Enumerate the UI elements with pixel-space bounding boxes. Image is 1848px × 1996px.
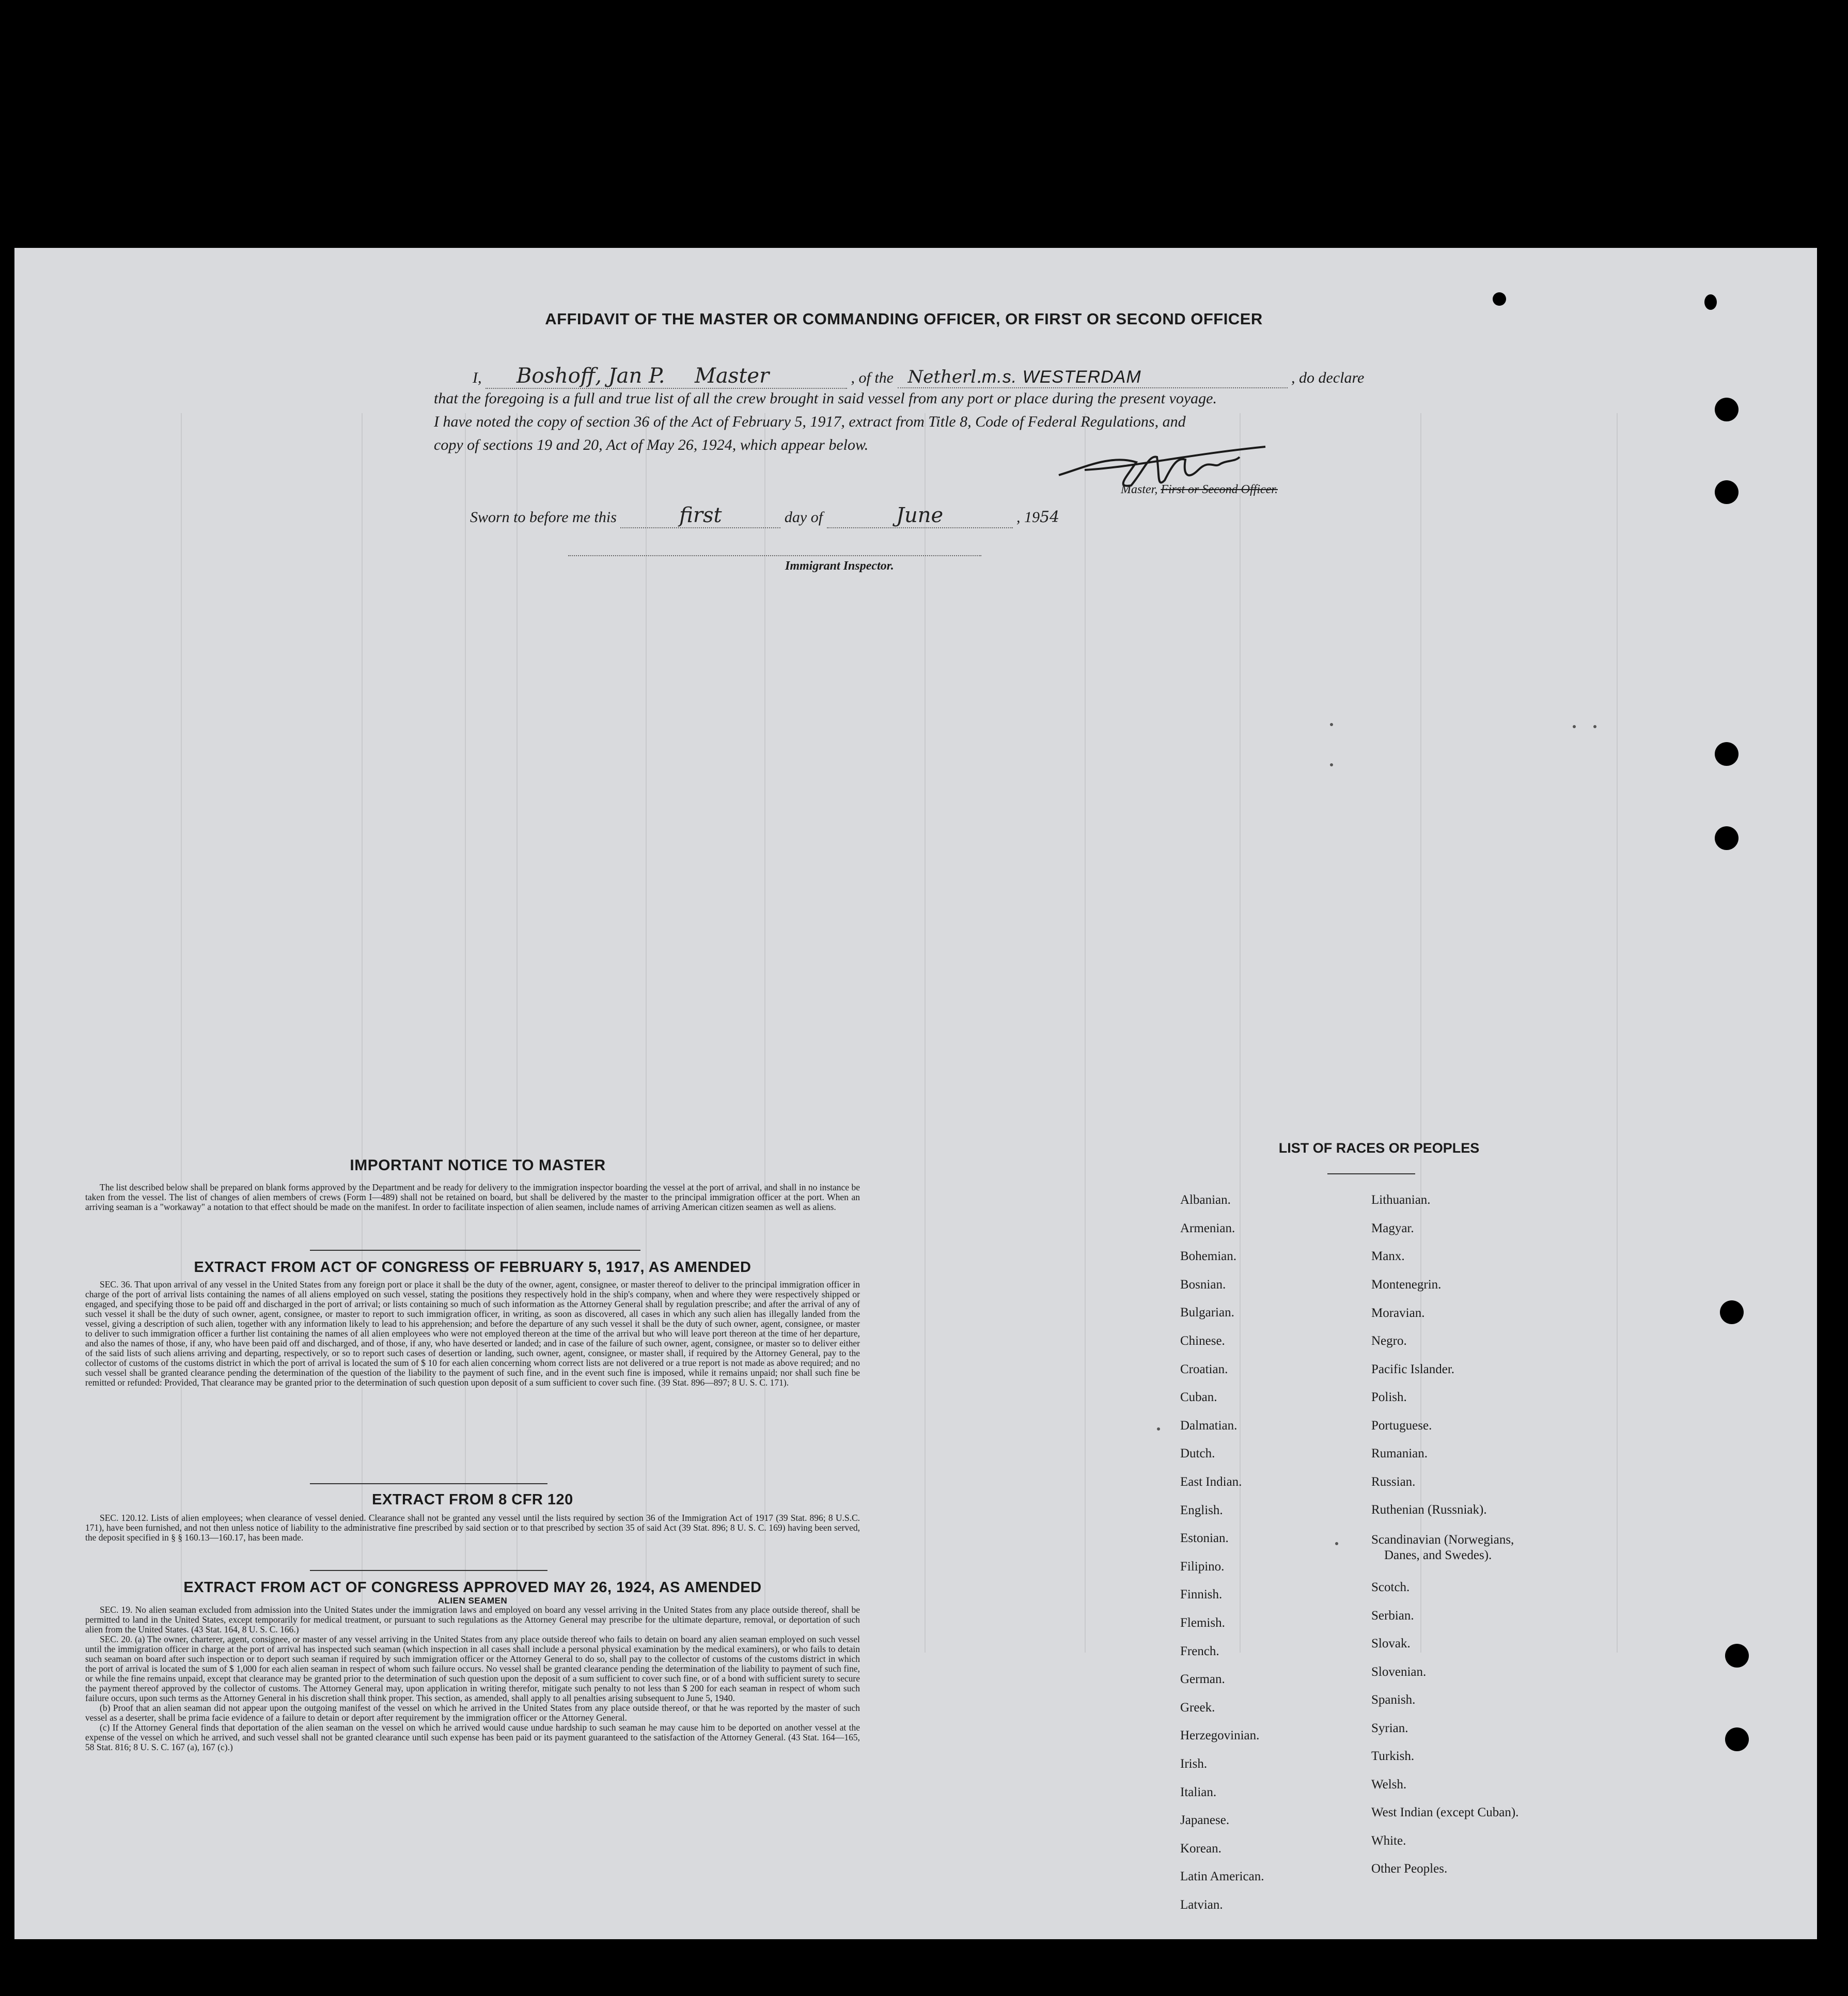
race-item: Rumanian.: [1371, 1447, 1428, 1460]
sworn-day-field: [620, 504, 780, 528]
race-item: Japanese.: [1180, 1813, 1230, 1828]
stray-mark: [1157, 1427, 1160, 1431]
inspector-caption: Immigrant Inspector.: [785, 559, 894, 573]
race-item: Latin American.: [1180, 1869, 1264, 1884]
divider: [310, 1250, 640, 1251]
declare-label: , do declare: [1291, 369, 1365, 386]
race-item: Syrian.: [1371, 1721, 1408, 1735]
master-rank: Master: [695, 364, 770, 388]
race-item: Filipino.: [1180, 1559, 1225, 1574]
race-item: Dalmatian.: [1180, 1418, 1238, 1433]
race-item: English.: [1180, 1503, 1223, 1517]
declaration-line-3: I have noted the copy of section 36 of the Act of February 5, 1917, extract from Title 8, Code of Federal Regulations, and: [434, 413, 1186, 430]
ink-spot: [1704, 294, 1717, 310]
race-item: Dutch.: [1180, 1447, 1215, 1461]
sworn-month: June: [896, 504, 944, 527]
extract-1917-title: EXTRACT FROM ACT OF CONGRESS OF FEBRUARY 5, 1917, AS AMENDED: [194, 1259, 751, 1276]
race-item: Other Peoples.: [1371, 1862, 1448, 1876]
column-rule: [1617, 413, 1618, 1653]
race-item: Korean.: [1180, 1841, 1221, 1856]
race-item: Estonian.: [1180, 1531, 1229, 1546]
sec-20c-text: (c) If the Attorney General finds that deportation of the alien seaman on the vessel on which he arrived would cause undue hardship to such seaman he may cause him to be deported on another vessel at the expense of the vessel on which he arrived, and such vessel shall not be granted clearance until such expense has been paid or its payment guaranteed to the satisfaction of the Attorney General. (43 Stat. 164—165, 58 Stat. 816; 8 U. S. C. 167 (a), 167 (c).): [85, 1722, 860, 1752]
race-item: Armenian.: [1180, 1221, 1235, 1235]
race-item: Manx.: [1371, 1249, 1405, 1263]
race-item: Italian.: [1180, 1785, 1217, 1799]
notice-body: [85, 1183, 860, 1212]
race-item: White.: [1371, 1834, 1406, 1848]
race-item: Russian.: [1371, 1475, 1416, 1489]
race-item: Scotch.: [1371, 1580, 1410, 1594]
sworn-line: [470, 504, 1059, 528]
punch-hole: [1720, 1300, 1744, 1324]
sec-120-text: SEC. 120.12. Lists of alien employees; when clearance of vessel denied. Clearance shall not be granted any vessel until the lists required by section 36 of the Immigration Act of 1917 (39 Stat. 896; 8 U.S.C. 171), have been furnished, and not then unless notice of liability to the administrative fine prescribed by said section or to that prescribed by section 35 of said Act (39 Stat. 896; 8 U. S. C. 169) having been served, the deposit specified in § § 160.13—160.17, has been made.: [85, 1513, 860, 1543]
sec-19-text: SEC. 19. No alien seaman excluded from admission into the United States under the immigration laws and employed on board any vessel arriving in the United States from any place outside thereof, shall be permitted to land in the United States, except temporarily for medical treatment, or pursuant to such regulations as the Attorney General may prescribe for the ultimate departure, removal, or deportation of such alien from the United States. (43 Stat. 164, 8 U. S. C. 166.): [85, 1605, 860, 1634]
column-rule: [925, 413, 926, 1653]
race-item: Finnish.: [1180, 1588, 1223, 1602]
race-item: Danes, and Swedes).: [1384, 1548, 1492, 1562]
race-item: Spanish.: [1371, 1693, 1416, 1707]
extract-1924-body: [85, 1605, 860, 1752]
column-rule: [764, 413, 765, 1653]
sworn-year: 54: [1040, 508, 1060, 526]
race-item: Albanian.: [1180, 1193, 1231, 1207]
race-item: Pacific Islander.: [1371, 1362, 1455, 1376]
races-title: LIST OF RACES OR PEOPLES: [1278, 1140, 1480, 1156]
race-item: Flemish.: [1180, 1616, 1225, 1630]
sec-20b-text: (b) Proof that an alien seaman did not appear upon the outgoing manifest of the vessel on which he arrived in the United States from any place outside thereof, or that he was reported by the master of such vessel as a deserter, shall be prima facie evidence of a failure to detain or deport after requirement by the immigration officer or the Attorney General.: [85, 1703, 860, 1723]
race-item: Polish.: [1371, 1390, 1407, 1404]
ink-spot: [1493, 292, 1506, 306]
of-the-label: , of the: [851, 369, 894, 386]
punch-hole: [1715, 398, 1739, 421]
race-item: Portuguese.: [1371, 1419, 1432, 1433]
race-item: Chinese.: [1180, 1334, 1225, 1348]
race-item: Bulgarian.: [1180, 1306, 1234, 1320]
race-item: West Indian (except Cuban).: [1371, 1805, 1519, 1819]
column-rule: [516, 413, 518, 1653]
master-name-field: [486, 364, 847, 389]
punch-hole: [1725, 1644, 1749, 1668]
race-item: Greek.: [1180, 1700, 1215, 1715]
column-rule: [646, 413, 647, 1653]
extract-cfr-title: EXTRACT FROM 8 CFR 120: [372, 1491, 573, 1508]
declaration-line-1: [473, 364, 1364, 389]
column-rule: [1420, 413, 1421, 1653]
day-of-label: day of: [784, 509, 823, 526]
column-rule: [181, 413, 182, 1653]
race-item: Scandinavian (Norwegians,: [1371, 1533, 1514, 1547]
master-caption: Master,: [1121, 483, 1158, 496]
race-item: Montenegrin.: [1371, 1278, 1442, 1292]
race-item: German.: [1180, 1672, 1225, 1687]
sworn-month-field: [827, 504, 1013, 528]
punch-hole: [1715, 480, 1739, 504]
race-item: Magyar.: [1371, 1221, 1414, 1235]
punch-hole: [1059, 155, 1077, 181]
extract-1917-body: [85, 1280, 860, 1388]
sworn-prefix: Sworn to before me this: [470, 509, 617, 526]
stray-mark: [1593, 725, 1596, 728]
punch-hole: [1715, 826, 1739, 850]
race-item: Serbian.: [1371, 1609, 1414, 1623]
race-item: French.: [1180, 1644, 1219, 1658]
notice-title: IMPORTANT NOTICE TO MASTER: [350, 1157, 606, 1174]
struck-officer-caption: First or Second Officer.: [1161, 483, 1278, 496]
race-item: Moravian.: [1371, 1306, 1425, 1320]
race-item: Negro.: [1371, 1334, 1407, 1348]
inspector-signature-line: [568, 555, 981, 556]
declaration-line-4: copy of sections 19 and 20, Act of May 26, 1924, which appear below.: [434, 436, 869, 453]
vessel-name: m.s. WESTERDAM: [982, 367, 1141, 387]
declaration-line-2: that the foregoing is a full and true list of all the crew brought in said vessel from any port or place during the present voyage.: [434, 390, 1217, 407]
race-item: Ruthenian (Russniak).: [1371, 1503, 1487, 1517]
race-item: Turkish.: [1371, 1749, 1415, 1763]
stray-mark: [1335, 1542, 1338, 1545]
column-rule: [1085, 413, 1086, 1653]
column-rule: [1240, 413, 1241, 1653]
race-item: Slovenian.: [1371, 1665, 1427, 1679]
race-item: Slovak.: [1371, 1637, 1411, 1651]
race-item: Irish.: [1180, 1757, 1208, 1771]
vessel-nationality: Netherl.: [907, 367, 982, 387]
race-item: Croatian.: [1180, 1362, 1228, 1376]
stray-mark: [1330, 763, 1333, 766]
sec-20a-text: SEC. 20. (a) The owner, charterer, agent, consignee, or master of any vessel arriving in the United States from any place outside thereof who fails to detain on board any alien seaman employed on such vessel until the immigration officer in charge at the port of arrival has inspected such seaman (which inspection in all cases shall include a personal physical examination by the medical examiners), or who fails to detain such seaman on board after such inspection or to deport such seaman if required by such immigration officer or the Attorney General to do so, shall pay to the collector of customs of the customs district in which the port of arrival is located the sum of $ 1,000 for each alien seaman in respect of whom such failure occurs. No vessel shall be granted clearance pending the determination of the liability to payment of such fine, or while the fine remains unpaid, except that clearance may be granted prior to the determination of such question upon the deposit of a sum sufficient to cover such fine, or of a bond with sufficient surety to secure the payment thereof approved by the collector of customs. The Attorney General may, upon application in writing therefor, mitigate such penalty to not less than $ 200 for each seaman in respect of whom such failure occurs, upon such terms as the Attorney General in his discretion shall think proper. This section, as amended, shall apply to all penalties arising subsequent to June 5, 1940.: [85, 1634, 860, 1703]
punch-hole: [1725, 1727, 1749, 1751]
punch-hole: [1715, 742, 1739, 766]
column-rule: [465, 413, 466, 1653]
race-item: Cuban.: [1180, 1390, 1217, 1405]
stray-mark: [1330, 723, 1333, 726]
race-item: East Indian.: [1180, 1475, 1242, 1489]
stray-mark: [1573, 725, 1576, 728]
signature-caption: [1121, 483, 1278, 497]
notice-text: The list described below shall be prepared on blank forms approved by the Department and be ready for delivery to the immigration inspector boarding the vessel at the port of arrival, and shall in no instance be taken from the vessel. The list of changes of alien members of crews (Form I—489) shall not be retained on board, but shall be delivered by the master to the principal immigration officer at the port. When an arriving seaman is a "workaway" a notation to that effect should be made on the manifest. In order to facilitate inspection of alien seamen, include names of arriving American citizen seamen as well as aliens.: [85, 1182, 860, 1212]
sworn-day: first: [679, 504, 722, 527]
extract-1924-title: EXTRACT FROM ACT OF CONGRESS APPROVED MAY 26, 1924, AS AMENDED: [183, 1579, 762, 1596]
divider: [310, 1483, 547, 1484]
master-name: Boshoff, Jan P.: [516, 364, 665, 388]
divider: [1327, 1173, 1415, 1174]
race-item: Herzegovinian.: [1180, 1728, 1260, 1743]
race-item: Lithuanian.: [1371, 1193, 1431, 1207]
race-item: Welsh.: [1371, 1778, 1407, 1791]
vessel-field: [898, 367, 1288, 388]
column-rule: [362, 413, 363, 1653]
divider: [310, 1570, 547, 1571]
declaration-prefix: I,: [473, 369, 482, 386]
race-item: Bohemian.: [1180, 1249, 1237, 1264]
alien-seamen-subtitle: ALIEN SEAMEN: [437, 1596, 508, 1606]
race-item: Bosnian.: [1180, 1277, 1226, 1292]
affidavit-title: AFFIDAVIT OF THE MASTER OR COMMANDING OFFICER, OR FIRST OR SECOND OFFICER: [545, 310, 1263, 328]
extract-cfr-body: [85, 1513, 860, 1543]
race-item: Latvian.: [1180, 1898, 1223, 1912]
sec-36-text: SEC. 36. That upon arrival of any vessel in the United States from any foreign port or place it shall be the duty of the owner, agent, consignee, or master thereof to deliver to the principal immigration officer in charge of the port of arrival lists containing the names of all aliens employed on such vessel, stating the positions they respectively hold in the ship's company, when and where they were respectively shipped or engaged, and specifying those to be paid off and discharged in the port of arrival; or lists containing so much of such information as the Attorney General shall by regulation prescribe; and after the arrival of any of such vessel it shall be the duty of such owner, agent, consignee, or master to report to such immigration officer, in writing, as soon as discovered, all cases in which any such alien has illegally landed from the vessel, giving a description of such alien, together with any information likely to lead to his apprehension; and before the departure of any such vessel it shall be the duty of such owner, agent, consignee, or master to deliver to such immigration officer a further list containing the names of all alien employees who were not employed thereon at the time of the arrival but who will leave port thereon at the time of her departure, and also the names of those, if any, who have been paid off and discharged, and of those, if any, who have deserted or landed; and in case of the failure of such owner, agent, consignee, or master so to deliver either of the said lists of such aliens arriving and departing, respectively, or so to report such cases of desertion or landing, such owner, agent, consignee, or master shall, if required by the Attorney General, pay to the collector of customs of the customs district in which the port of arrival is located the sum of $ 10 for each alien concerning whom correct lists are not delivered or a true report is not made as above required; and no such vessel shall be granted clearance pending the determination of the question of the liability to the payment of such fine, and in the event such fine is imposed, while it remains unpaid; nor shall such fine be remitted or refunded: Provided, That clearance may be granted prior to the determination of such question upon deposit of a sum sufficient to cover such fine. (39 Stat. 896—897; 8 U. S. C. 171).: [85, 1279, 860, 1388]
year-prefix: , 19: [1016, 509, 1040, 526]
